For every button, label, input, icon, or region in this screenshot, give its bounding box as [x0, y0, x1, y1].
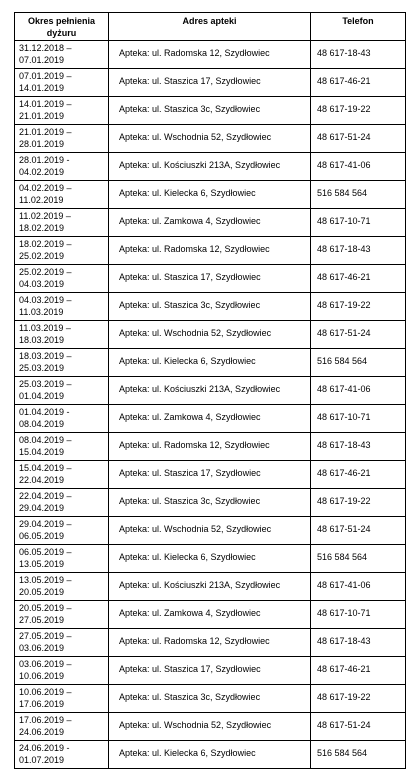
header-row: [15, 13, 406, 41]
duty-period-from: 21.01.2019 –: [19, 127, 72, 137]
duty-period-from: 11.03.2019 –: [19, 323, 71, 333]
table-row: [15, 573, 406, 601]
duty-period-from: 15.04.2019 –: [19, 463, 72, 473]
duty-period-to: 25.02.2019: [19, 251, 65, 261]
pharmacy-address-cell: Apteka: ul. Staszica 17, Szydłowiec: [109, 265, 311, 293]
pharmacy-address-cell: Apteka: ul. Staszica 3c, Szydłowiec: [109, 685, 311, 713]
duty-period-cell: [15, 545, 109, 573]
table-body: [15, 41, 406, 769]
pharmacy-address-cell: Apteka: ul. Wschodnia 52, Szydłowiec: [109, 321, 311, 349]
header-address: Adres apteki: [109, 13, 311, 41]
duty-period-cell: [15, 321, 109, 349]
pharmacy-phone-cell: 48 617-18-43: [311, 41, 406, 69]
duty-period-to: 11.02.2019: [19, 195, 64, 205]
pharmacy-phone-cell: 48 617-41-06: [311, 153, 406, 181]
table-row: [15, 293, 406, 321]
pharmacy-phone-cell: 48 617-19-22: [311, 97, 406, 125]
header-period-line1: Okres pełnienia: [27, 16, 96, 26]
duty-period-to: 18.02.2019: [19, 223, 65, 233]
duty-period-from: 17.06.2019 –: [19, 715, 72, 725]
pharmacy-address-cell: Apteka: ul. Radomska 12, Szydłowiec: [109, 237, 311, 265]
pharmacy-address-cell: Apteka: ul. Wschodnia 52, Szydłowiec: [109, 125, 311, 153]
duty-period-to: 20.05.2019: [19, 587, 65, 597]
table-row: [15, 657, 406, 685]
duty-period-cell: [15, 293, 109, 321]
duty-period-from: 28.01.2019 -: [19, 155, 70, 165]
table-row: [15, 685, 406, 713]
table-row: [15, 489, 406, 517]
pharmacy-phone-cell: 48 617-41-06: [311, 573, 406, 601]
pharmacy-phone-cell: 48 617-46-21: [311, 461, 406, 489]
table-row: [15, 209, 406, 237]
duty-period-cell: [15, 349, 109, 377]
duty-period-to: 04.02.2019: [19, 167, 65, 177]
pharmacy-phone-cell: 48 617-18-43: [311, 237, 406, 265]
table-row: [15, 461, 406, 489]
duty-period-cell: [15, 69, 109, 97]
pharmacy-address-cell: Apteka: ul. Kościuszki 213A, Szydłowiec: [109, 573, 311, 601]
duty-period-to: 08.04.2019: [19, 419, 65, 429]
pharmacy-phone-cell: 48 617-19-22: [311, 685, 406, 713]
duty-period-cell: [15, 237, 109, 265]
pharmacy-address-cell: Apteka: ul. Radomska 12, Szydłowiec: [109, 433, 311, 461]
pharmacy-phone-cell: 48 617-18-43: [311, 629, 406, 657]
duty-period-to: 07.01.2019: [19, 55, 65, 65]
duty-period-cell: [15, 685, 109, 713]
pharmacy-phone-cell: 48 617-19-22: [311, 489, 406, 517]
table-row: [15, 377, 406, 405]
duty-period-from: 18.02.2019 –: [19, 239, 72, 249]
duty-period-to: 25.03.2019: [19, 363, 65, 373]
duty-period-to: 01.07.2019: [19, 755, 65, 765]
duty-period-cell: [15, 41, 109, 69]
pharmacy-address-cell: Apteka: ul. Radomska 12, Szydłowiec: [109, 629, 311, 657]
duty-period-from: 13.05.2019 –: [19, 575, 72, 585]
pharmacy-phone-cell: 48 617-51-24: [311, 713, 406, 741]
table-row: [15, 321, 406, 349]
duty-period-from: 27.05.2019 –: [19, 631, 72, 641]
duty-period-from: 20.05.2019 –: [19, 603, 72, 613]
table-header: [15, 13, 406, 41]
duty-period-cell: [15, 405, 109, 433]
header-phone: Telefon: [311, 13, 406, 41]
pharmacy-duty-table: [14, 12, 406, 769]
pharmacy-address-cell: Apteka: ul. Staszica 17, Szydłowiec: [109, 69, 311, 97]
duty-period-to: 17.06.2019: [19, 699, 65, 709]
pharmacy-phone-cell: 48 617-10-71: [311, 209, 406, 237]
duty-period-to: 14.01.2019: [19, 83, 65, 93]
duty-period-cell: [15, 517, 109, 545]
pharmacy-phone-cell: 516 584 564: [311, 349, 406, 377]
duty-period-to: 29.04.2019: [19, 503, 65, 513]
table-row: [15, 69, 406, 97]
duty-period-from: 04.03.2019 –: [19, 295, 72, 305]
duty-period-from: 01.04.2019 -: [19, 407, 70, 417]
duty-period-cell: [15, 713, 109, 741]
duty-period-from: 03.06.2019 –: [19, 659, 72, 669]
duty-period-to: 01.04.2019: [19, 391, 65, 401]
table-row: [15, 349, 406, 377]
pharmacy-phone-cell: 48 617-10-71: [311, 601, 406, 629]
pharmacy-phone-cell: 516 584 564: [311, 741, 406, 769]
pharmacy-phone-cell: 48 617-51-24: [311, 321, 406, 349]
duty-period-to: 28.01.2019: [19, 139, 65, 149]
pharmacy-phone-cell: 48 617-51-24: [311, 125, 406, 153]
pharmacy-address-cell: Apteka: ul. Staszica 3c, Szydłowiec: [109, 293, 311, 321]
pharmacy-address-cell: Apteka: ul. Zamkowa 4, Szydłowiec: [109, 209, 311, 237]
pharmacy-address-cell: Apteka: ul. Kościuszki 213A, Szydłowiec: [109, 377, 311, 405]
table-row: [15, 405, 406, 433]
pharmacy-phone-cell: 48 617-46-21: [311, 657, 406, 685]
table-row: [15, 125, 406, 153]
pharmacy-phone-cell: 48 617-46-21: [311, 265, 406, 293]
table-row: [15, 41, 406, 69]
table-row: [15, 265, 406, 293]
duty-period-from: 06.05.2019 –: [19, 547, 72, 557]
pharmacy-address-cell: Apteka: ul. Kielecka 6, Szydłowiec: [109, 349, 311, 377]
duty-period-to: 15.04.2019: [19, 447, 65, 457]
pharmacy-address-cell: Apteka: ul. Wschodnia 52, Szydłowiec: [109, 517, 311, 545]
duty-period-to: 27.05.2019: [19, 615, 65, 625]
pharmacy-address-cell: Apteka: ul. Zamkowa 4, Szydłowiec: [109, 405, 311, 433]
duty-period-cell: [15, 657, 109, 685]
table-row: [15, 181, 406, 209]
table-row: [15, 97, 406, 125]
duty-period-from: 08.04.2019 –: [19, 435, 72, 445]
duty-period-to: 21.01.2019: [19, 111, 65, 121]
duty-period-from: 11.02.2019 –: [19, 211, 71, 221]
duty-period-cell: [15, 125, 109, 153]
pharmacy-phone-cell: 48 617-41-06: [311, 377, 406, 405]
pharmacy-address-cell: Apteka: ul. Kielecka 6, Szydłowiec: [109, 181, 311, 209]
duty-period-from: 31.12.2018 –: [19, 43, 72, 53]
pharmacy-address-cell: Apteka: ul. Kielecka 6, Szydłowiec: [109, 741, 311, 769]
table-row: [15, 153, 406, 181]
pharmacy-address-cell: Apteka: ul. Radomska 12, Szydłowiec: [109, 41, 311, 69]
table-row: [15, 433, 406, 461]
duty-period-to: 11.03.2019: [19, 307, 64, 317]
duty-period-to: 18.03.2019: [19, 335, 65, 345]
duty-period-from: 14.01.2019 –: [19, 99, 72, 109]
duty-period-cell: [15, 209, 109, 237]
pharmacy-address-cell: Apteka: ul. Staszica 3c, Szydłowiec: [109, 97, 311, 125]
duty-period-to: 10.06.2019: [19, 671, 65, 681]
duty-period-cell: [15, 601, 109, 629]
pharmacy-address-cell: Apteka: ul. Staszica 17, Szydłowiec: [109, 461, 311, 489]
duty-period-from: 24.06.2019 -: [19, 743, 70, 753]
pharmacy-address-cell: Apteka: ul. Kościuszki 213A, Szydłowiec: [109, 153, 311, 181]
header-period-line2: dyżuru: [46, 28, 77, 38]
pharmacy-address-cell: Apteka: ul. Wschodnia 52, Szydłowiec: [109, 713, 311, 741]
duty-period-from: 04.02.2019 –: [19, 183, 72, 193]
pharmacy-phone-cell: 48 617-10-71: [311, 405, 406, 433]
duty-period-cell: [15, 97, 109, 125]
duty-period-cell: [15, 433, 109, 461]
duty-period-cell: [15, 377, 109, 405]
pharmacy-phone-cell: 48 617-19-22: [311, 293, 406, 321]
table-row: [15, 601, 406, 629]
duty-period-cell: [15, 265, 109, 293]
table-row: [15, 713, 406, 741]
duty-period-to: 22.04.2019: [19, 475, 65, 485]
duty-period-to: 24.06.2019: [19, 727, 65, 737]
duty-period-from: 22.04.2019 –: [19, 491, 72, 501]
duty-period-cell: [15, 181, 109, 209]
table-row: [15, 629, 406, 657]
duty-period-from: 25.02.2019 –: [19, 267, 72, 277]
duty-period-cell: [15, 573, 109, 601]
duty-period-to: 06.05.2019: [19, 531, 65, 541]
table-row: [15, 741, 406, 769]
pharmacy-phone-cell: 516 584 564: [311, 181, 406, 209]
pharmacy-address-cell: Apteka: ul. Zamkowa 4, Szydłowiec: [109, 601, 311, 629]
duty-period-cell: [15, 741, 109, 769]
duty-period-cell: [15, 489, 109, 517]
duty-period-to: 13.05.2019: [19, 559, 65, 569]
table-row: [15, 545, 406, 573]
table-row: [15, 517, 406, 545]
duty-period-from: 10.06.2019 –: [19, 687, 72, 697]
pharmacy-address-cell: Apteka: ul. Kielecka 6, Szydłowiec: [109, 545, 311, 573]
duty-period-cell: [15, 461, 109, 489]
pharmacy-phone-cell: 48 617-51-24: [311, 517, 406, 545]
duty-period-cell: [15, 629, 109, 657]
table-row: [15, 237, 406, 265]
header-period: [15, 13, 109, 41]
duty-period-from: 18.03.2019 –: [19, 351, 72, 361]
pharmacy-address-cell: Apteka: ul. Staszica 17, Szydłowiec: [109, 657, 311, 685]
pharmacy-address-cell: Apteka: ul. Staszica 3c, Szydłowiec: [109, 489, 311, 517]
pharmacy-phone-cell: 48 617-46-21: [311, 69, 406, 97]
duty-period-to: 04.03.2019: [19, 279, 65, 289]
duty-period-to: 03.06.2019: [19, 643, 65, 653]
duty-period-cell: [15, 153, 109, 181]
duty-period-from: 07.01.2019 –: [19, 71, 72, 81]
pharmacy-phone-cell: 516 584 564: [311, 545, 406, 573]
pharmacy-phone-cell: 48 617-18-43: [311, 433, 406, 461]
duty-period-from: 29.04.2019 –: [19, 519, 72, 529]
duty-period-from: 25.03.2019 –: [19, 379, 72, 389]
